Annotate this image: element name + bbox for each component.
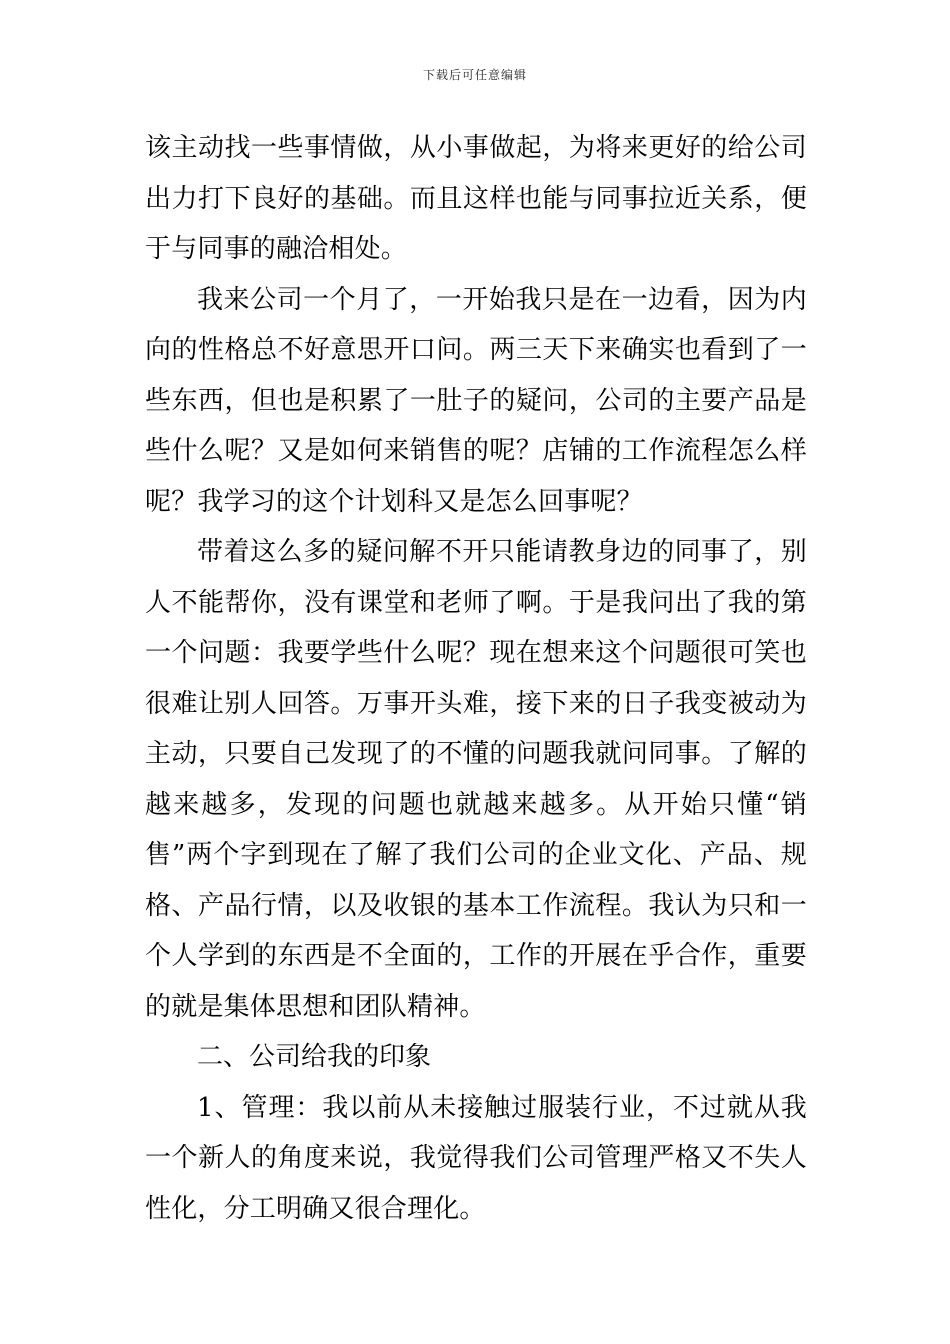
section-heading-company-impression: 二、公司给我的印象 xyxy=(197,1042,432,1072)
document-body xyxy=(145,123,807,1234)
header-note: 下载后可任意编辑 xyxy=(422,68,527,82)
paragraph-first-month: 我来公司一个月了，一开始我只是在一边看，因为内向的性格总不好意思开口问。两三天下来确实也看到了一些东西，但也是积累了一肚子的疑问，公司的主要产品是些什么呢？又是如何来销售的呢？店铺的工作流程怎么样呢？我学习的这个计划科又是怎么回事呢？ xyxy=(145,284,807,517)
paragraph-continuation: 该主动找一些事情做，从小事做起，为将来更好的给公司出力打下良好的基础。而且这样也能与同事拉近关系，便于与同事的融洽相处。 xyxy=(145,133,807,264)
paragraph-management: 1、管理：我以前从未接触过服装行业，不过就从我一个新人的角度来说，我觉得我们公司管理严格又不失人性化，分工明确又很合理化。 xyxy=(145,1092,807,1224)
paragraph-asking-colleagues: 带着这么多的疑问解不开只能请教身边的同事了，别人不能帮你，没有课堂和老师了啊。于是我问出了我的第一个问题：我要学些什么呢？现在想来这个问题很可笑也很难让别人回答。万事开头难，接下来的日子我变被动为主动，只要自己发现了的不懂的问题我就问同事。了解的越来越多，发现的问题也就越来越多。从开始只懂“销售”两个字到现在了解了我们公司的企业文化、产品、规格、产品行情，以及收银的基本工作流程。我认为只和一个人学到的东西是不全面的，工作的开展在乎合作，重要的就是集体思想和团队精神。 xyxy=(145,537,807,1022)
